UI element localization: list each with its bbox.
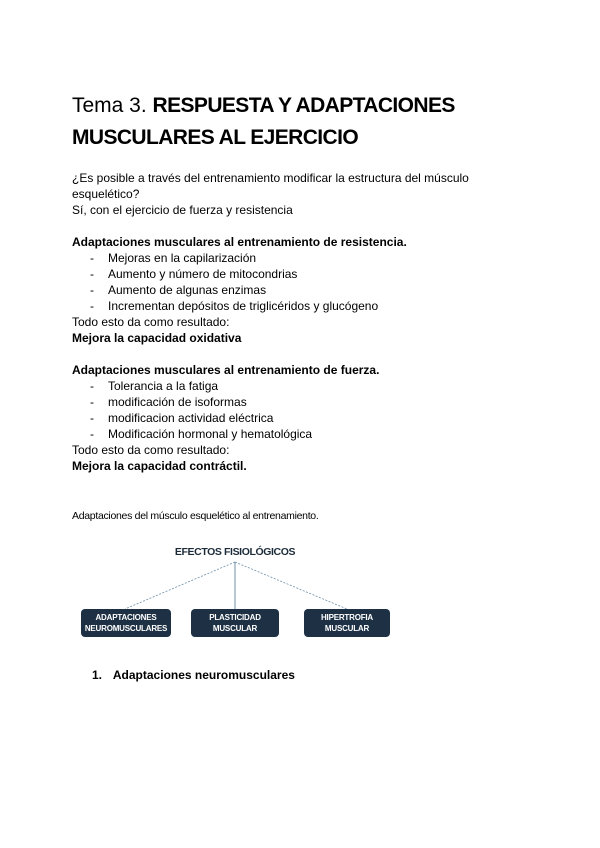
list-item: - Incrementan depósitos de triglicéridos y glucógeno [90, 299, 379, 313]
section-number: 1. [92, 668, 103, 682]
resistance-heading: Adaptaciones musculares al entrenamiento de resistencia. [72, 235, 407, 249]
list-item: - modificación de isoformas [90, 395, 247, 409]
strength-result: Mejora la capacidad contráctil. [72, 459, 247, 473]
title-main: RESPUESTA Y ADAPTACIONES MUSCULARES AL EJERCICIO [72, 94, 455, 149]
box-adaptaciones-neuromusculares: ADAPTACIONES NEUROMUSCULARES [82, 610, 170, 636]
resistance-result-intro: Todo esto da como resultado: [72, 315, 230, 329]
list-item: - modificacion actividad eléctrica [90, 411, 274, 425]
box-hipertrofia-muscular: HIPERTROFIA MUSCULAR [305, 610, 389, 636]
connector-right [235, 562, 347, 609]
resistance-result: Mejora la capacidad oxidativa [72, 331, 242, 345]
diagram-root-label: EFECTOS FISIOLÓGICOS [174, 546, 296, 558]
strength-result-intro: Todo esto da como resultado: [72, 443, 230, 457]
figure-caption: Adaptaciones del músculo esquelético al entrenamiento. [72, 510, 319, 522]
list-item: - Tolerancia a la fatiga [90, 379, 219, 393]
list-item: - Aumento y número de mitocondrias [90, 267, 298, 281]
section-heading [92, 668, 295, 682]
list-item: - Mejoras en la capilarización [90, 251, 257, 265]
connector-left [125, 562, 235, 609]
intro-question: ¿Es posible a través del entrenamiento modificar la estructura del músculo esquelético? [72, 171, 469, 201]
title-prefix: Tema 3. [72, 94, 147, 117]
list-item: - Modificación hormonal y hematológica [90, 427, 313, 441]
box-plasticidad-muscular: PLASTICIDAD MUSCULAR [192, 610, 278, 636]
list-item: - Aumento de algunas enzimas [90, 283, 267, 297]
intro-answer: Sí, con el ejercicio de fuerza y resistencia [72, 203, 293, 217]
section-label: Adaptaciones neuromusculares [112, 668, 295, 682]
strength-heading: Adaptaciones musculares al entrenamiento de fuerza. [72, 363, 380, 377]
